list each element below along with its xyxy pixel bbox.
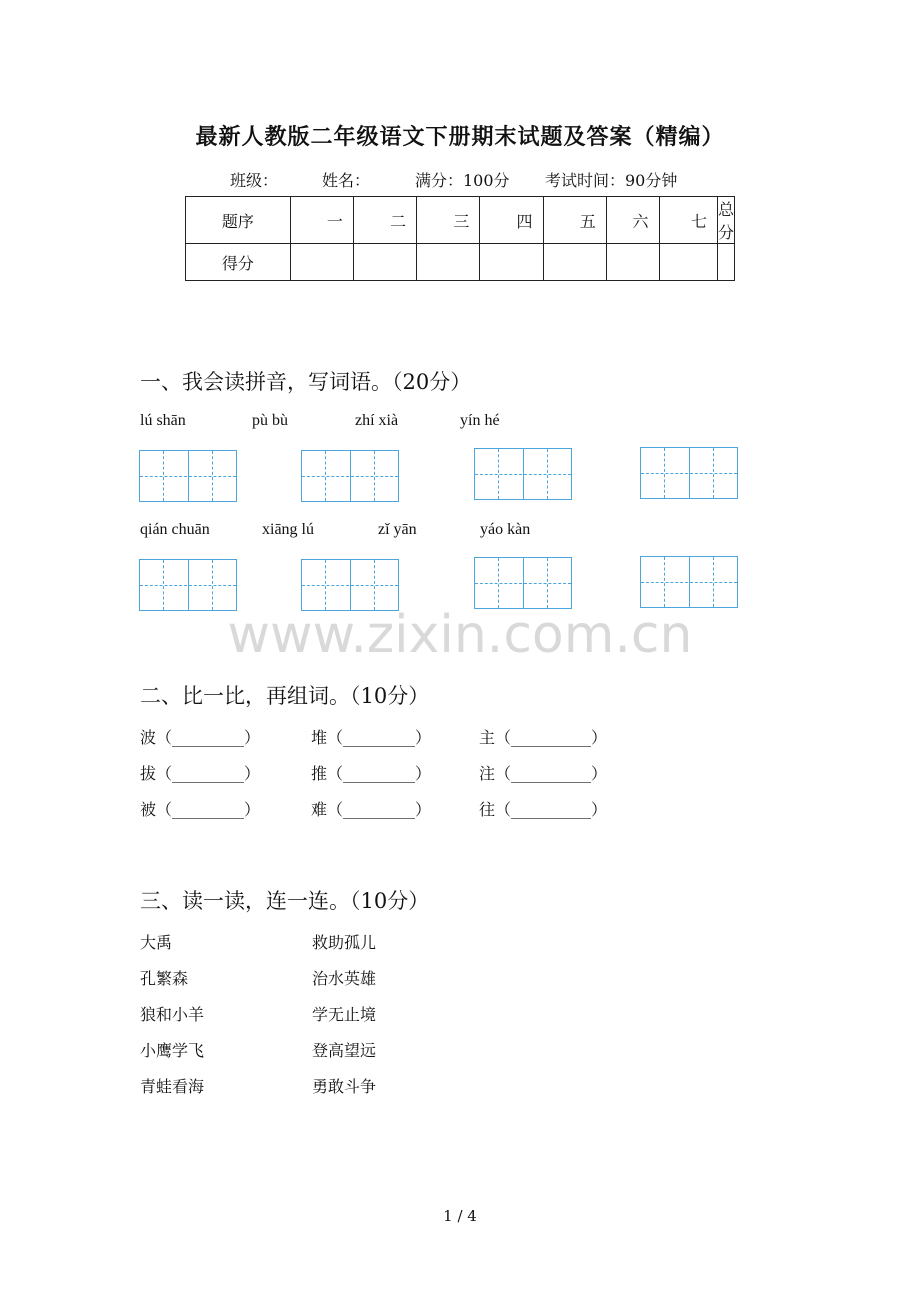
writing-grid[interactable]: [301, 559, 399, 611]
writing-grid[interactable]: [301, 450, 399, 502]
word-blank[interactable]: 推（_________）: [311, 764, 432, 783]
word-blank[interactable]: 往（__________）: [479, 800, 608, 819]
match-right-item[interactable]: 救助孤儿: [312, 933, 377, 952]
word-blank[interactable]: 主（__________）: [479, 728, 608, 747]
pinyin-label: yáo kàn: [480, 521, 531, 538]
name-label: 姓名：: [322, 171, 371, 190]
exam-time: 考试时间：90分钟: [545, 171, 678, 190]
full-score: 满分：100分: [415, 171, 510, 190]
match-right-item[interactable]: 登高望远: [312, 1041, 377, 1060]
table-cell: 五: [543, 197, 606, 244]
table-cell: 三: [417, 197, 480, 244]
table-cell: 四: [480, 197, 543, 244]
writing-grid[interactable]: [640, 447, 738, 499]
table-cell: 总分: [717, 197, 734, 244]
match-right-item[interactable]: 治水英雄: [312, 969, 377, 988]
table-cell: 二: [353, 197, 416, 244]
pinyin-label: pù bù: [252, 412, 288, 429]
section3-heading: 三、读一读，连一连。（10分）: [140, 889, 430, 913]
class-label: 班级：: [230, 171, 279, 190]
match-left-item[interactable]: 狼和小羊: [140, 1005, 205, 1024]
score-table-score-row: [186, 244, 735, 281]
section1-heading: 一、我会读拼音，写词语。（20分）: [140, 370, 472, 394]
match-right-item[interactable]: 勇敢斗争: [312, 1077, 377, 1096]
word-blank[interactable]: 注（__________）: [479, 764, 608, 783]
word-blank[interactable]: 被（_________）: [140, 800, 261, 819]
pinyin-label: lú shān: [140, 412, 186, 429]
writing-grid[interactable]: [640, 556, 738, 608]
table-cell: 六: [606, 197, 659, 244]
watermark: www.zixin.com.cn: [227, 605, 693, 665]
score-input-cell[interactable]: [606, 244, 659, 281]
pinyin-label: yín hé: [460, 412, 500, 429]
score-input-cell[interactable]: [417, 244, 480, 281]
writing-grid[interactable]: [139, 450, 237, 502]
match-left-item[interactable]: 小鹰学飞: [140, 1041, 205, 1060]
writing-grid[interactable]: [474, 557, 572, 609]
word-blank[interactable]: 拔（_________）: [140, 764, 261, 783]
table-cell: 一: [290, 197, 353, 244]
writing-grid[interactable]: [139, 559, 237, 611]
table-cell: 得分: [186, 244, 291, 281]
match-left-item[interactable]: 孔繁森: [140, 969, 189, 988]
score-input-cell[interactable]: [353, 244, 416, 281]
pinyin-label: xiāng lú: [262, 521, 314, 538]
score-input-cell[interactable]: [480, 244, 543, 281]
word-blank[interactable]: 波（_________）: [140, 728, 261, 747]
score-input-cell[interactable]: [290, 244, 353, 281]
score-table: [185, 196, 735, 281]
word-blank[interactable]: 堆（_________）: [311, 728, 432, 747]
score-input-cell[interactable]: [717, 244, 734, 281]
pinyin-label: qián chuān: [140, 521, 210, 538]
match-right-item[interactable]: 学无止境: [312, 1005, 377, 1024]
match-left-item[interactable]: 大禹: [140, 933, 173, 952]
match-left-item[interactable]: 青蛙看海: [140, 1077, 205, 1096]
word-blank[interactable]: 难（_________）: [311, 800, 432, 819]
page-number: 1 / 4: [443, 1207, 477, 1225]
section2-heading: 二、比一比，再组词。（10分）: [140, 684, 430, 708]
document-title: 最新人教版二年级语文下册期末试题及答案（精编）: [195, 124, 725, 150]
writing-grid[interactable]: [474, 448, 572, 500]
table-cell: 七: [659, 197, 717, 244]
pinyin-label: zǐ yān: [378, 521, 417, 538]
score-input-cell[interactable]: [543, 244, 606, 281]
table-cell: 题序: [186, 197, 291, 244]
score-input-cell[interactable]: [659, 244, 717, 281]
score-table-header-row: [186, 197, 735, 244]
pinyin-label: zhí xià: [355, 412, 399, 429]
